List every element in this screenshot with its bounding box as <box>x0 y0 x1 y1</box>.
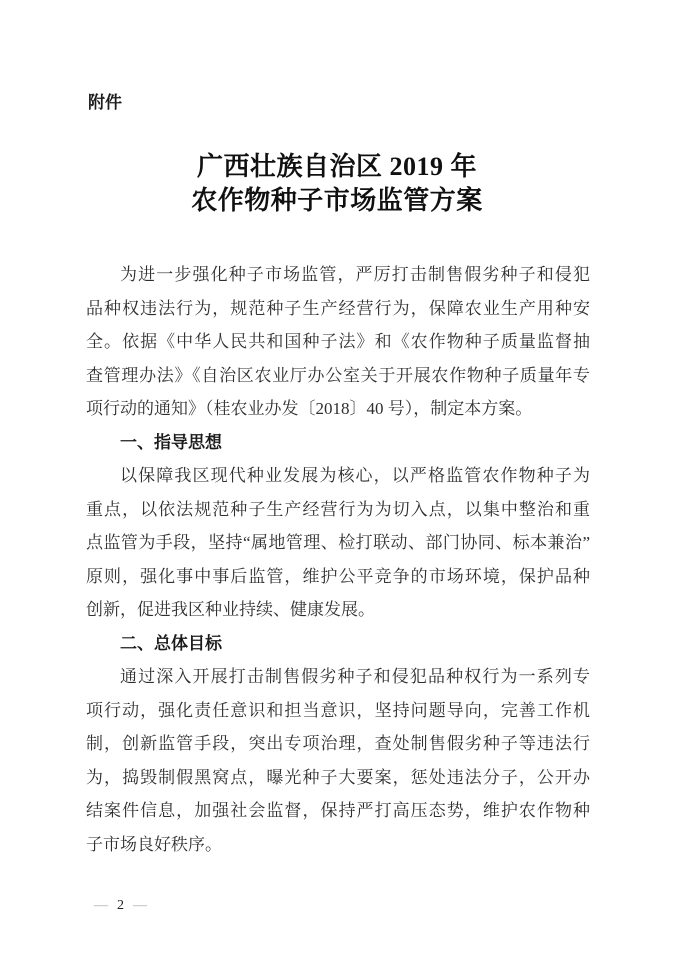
document-body <box>86 258 590 861</box>
paragraph-line: 为进一步强化种子市场监管，严厉打击制售假劣种子和侵犯 <box>120 265 590 284</box>
paragraph-line: 原则，强化事中事后监管，维护公平竞争的市场环境，保护品种 <box>86 566 590 586</box>
paragraph-line: 查管理办法》《自治区农业厅办公室关于开展农作物种子质量年专 <box>86 365 590 385</box>
footer-dash-right: — <box>133 898 147 913</box>
footer-dash-left: — <box>94 898 108 913</box>
paragraph-line: 子市场良好秩序。 <box>86 834 222 854</box>
paragraph-line: 全。依据《中华人民共和国种子法》和《农作物种子质量监督抽 <box>86 332 590 351</box>
paragraph-line: 项行动的通知》（桂农业办发〔2018〕40 号），制定本方案。 <box>86 399 533 418</box>
section-heading: 一、指导思想 <box>120 432 222 452</box>
paragraph-line: 制，创新监管手段，突出专项治理，查处制售假劣种子等违法行 <box>86 734 590 753</box>
paragraph-line: 结案件信息，加强社会监督，保持严打高压态势，维护农作物种 <box>86 801 590 820</box>
document-title <box>0 150 674 218</box>
document-title-line-1: 广西壮族自治区 2019 年 <box>196 152 477 181</box>
paragraph-line: 创新，促进我区种业持续、健康发展。 <box>86 600 375 619</box>
document-title-line-2: 农作物种子市场监管方案 <box>191 186 483 215</box>
page-footer <box>94 896 147 916</box>
paragraph-line: 为，捣毁制假黑窝点，曝光种子大要案，惩处违法分子，公开办 <box>86 767 590 787</box>
paragraph-line: 点监管为手段，坚持“属地管理、检打联动、部门协同、标本兼治” <box>86 533 590 552</box>
paragraph-line: 品种权违法行为，规范种子生产经营行为，保障农业生产用种安 <box>86 298 590 318</box>
attachment-label: 附件 <box>88 93 122 112</box>
paragraph-line: 项行动，强化责任意识和担当意识，坚持问题导向，完善工作机 <box>86 700 590 720</box>
paragraph-line: 以保障我区现代种业发展为核心，以严格监管农作物种子为 <box>120 466 590 485</box>
paragraph-line: 重点，以依法规范种子生产经营行为为切入点，以集中整治和重 <box>86 499 590 519</box>
section-heading: 二、总体目标 <box>120 633 222 653</box>
page-number: 2 <box>117 898 124 913</box>
paragraph-line: 通过深入开展打击制售假劣种子和侵犯品种权行为一系列专 <box>120 667 590 686</box>
